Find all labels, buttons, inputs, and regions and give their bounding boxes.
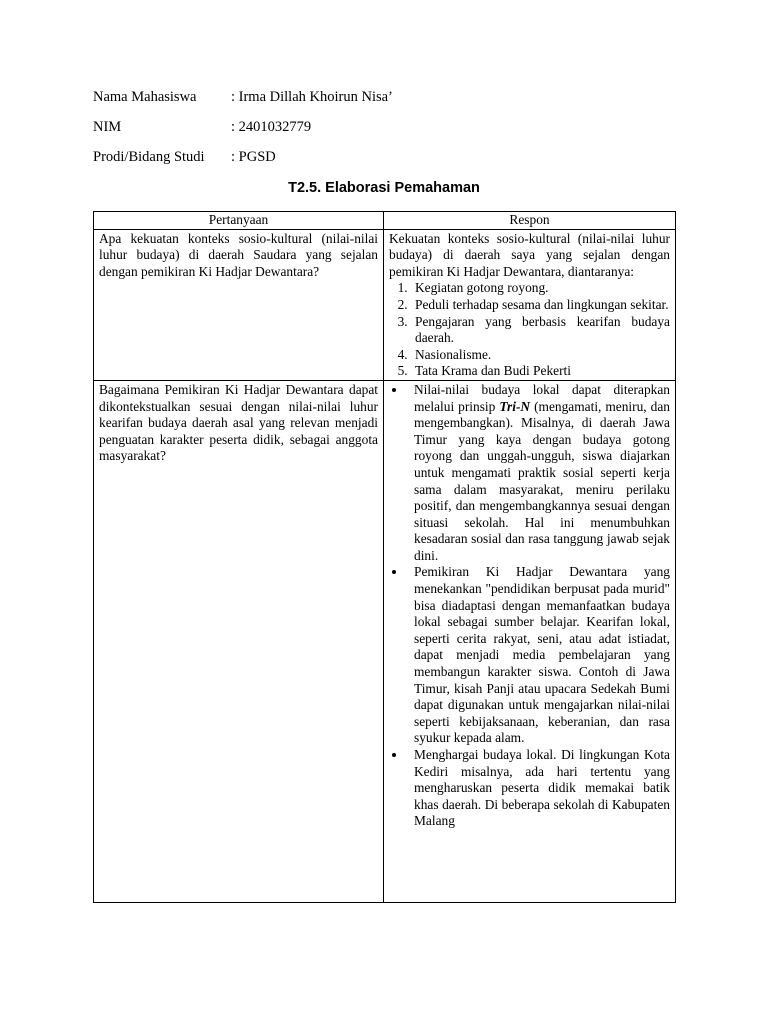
list-item: 4. Nasionalisme.: [411, 347, 670, 364]
table-row: [94, 380, 676, 902]
strengths-list: [389, 280, 670, 380]
response-cell-2: [384, 380, 676, 902]
response-intro: Kekuatan konteks sosio-kultural (nilai-nilai luhur budaya) di daerah saya yang sejalan dengan pemikiran Ki Hadjar Dewantara, diantaranya:: [389, 230, 670, 279]
list-item: • Menghargai budaya lokal. Di lingkungan Kota Kediri misalnya, ada hari tertentu yang mengharuskan peserta didik memakai batik khas daerah. Di beberapa sekolah di Kabupaten Malang: [407, 747, 670, 830]
tri-n-term: Tri-N: [499, 398, 531, 414]
elaboration-table: [93, 211, 676, 903]
list-item: 5. Tata Krama dan Budi Pekerti: [411, 363, 670, 380]
list-item: 3. Pengajaran yang berbasis kearifan budaya daerah.: [411, 314, 670, 347]
student-prodi-value: : PGSD: [231, 149, 276, 165]
document-title: T2.5. Elaborasi Pemahaman: [288, 180, 480, 196]
header-question: Pertanyaan: [94, 212, 384, 230]
bullet-text: Nilai-nilai budaya lokal dapat diterapkan melalui prinsip: [414, 381, 670, 414]
question-cell-2: Bagaimana Pemikiran Ki Hadjar Dewantara dapat dikontekstualkan sesuai dengan nilai-nilai luhur kearifan budaya daerah asal yang relevan menjadi penguatan karakter peserta didik, sebagai anggota masyarakat?: [94, 380, 384, 902]
list-item: • Pemikiran Ki Hadjar Dewantara yang menekankan "pendidikan berpusat pada murid" bisa diadaptasi dengan memanfaatkan budaya lokal sebagai sumber belajar. Kearifan lokal, seperti cerita rakyat, seni, atau adat istiadat, dapat menjadi media pembelajaran yang membangun karakter siswa. Contoh di Jawa Timur, kisah Panji atau upacara Sedekah Bumi dapat digunakan untuk mengajarkan nilai-nilai seperti kebijaksanaan, keberanian, dan rasa syukur kepada alam.: [407, 564, 670, 747]
student-prodi-row: [93, 149, 276, 166]
header-response: Respon: [384, 212, 676, 230]
student-prodi-label: Prodi/Bidang Studi: [93, 149, 205, 165]
student-nim-value: : 2401032779: [231, 119, 312, 135]
student-nim-label: NIM: [93, 119, 122, 135]
student-nim-row: [93, 119, 311, 136]
table-row: [94, 229, 676, 380]
response-bullets: [389, 382, 670, 830]
response-cell-1: [384, 229, 676, 380]
list-item: [407, 382, 670, 565]
student-name-value: : Irma Dillah Khoirun Nisa’: [231, 89, 393, 105]
list-item: 1. Kegiatan gotong royong.: [411, 280, 670, 297]
table-header-row: [94, 212, 676, 230]
student-name-label: Nama Mahasiswa: [93, 89, 197, 105]
bullet-text: (mengamati, meniru, dan mengembangkan). Misalnya, di daerah Jawa Timur yang kaya dengan budaya gotong royong dan unggah-ungguh, siswa diajarkan untuk mengamati praktik sosial seperti kerja sama dalam masyarakat, meniru perilaku positif, dan mengembangkannya sesuai dengan situasi sekolah. Hal ini menumbuhkan kesadaran sosial dan rasa tanggung jawab sejak dini.: [414, 398, 670, 563]
question-cell-1: Apa kekuatan konteks sosio-kultural (nilai-nilai luhur budaya) di daerah Saudara yang sejalan dengan pemikiran Ki Hadjar Dewantara?: [94, 229, 384, 380]
list-item: 2. Peduli terhadap sesama dan lingkungan sekitar.: [411, 297, 670, 314]
student-name-row: [93, 89, 393, 106]
